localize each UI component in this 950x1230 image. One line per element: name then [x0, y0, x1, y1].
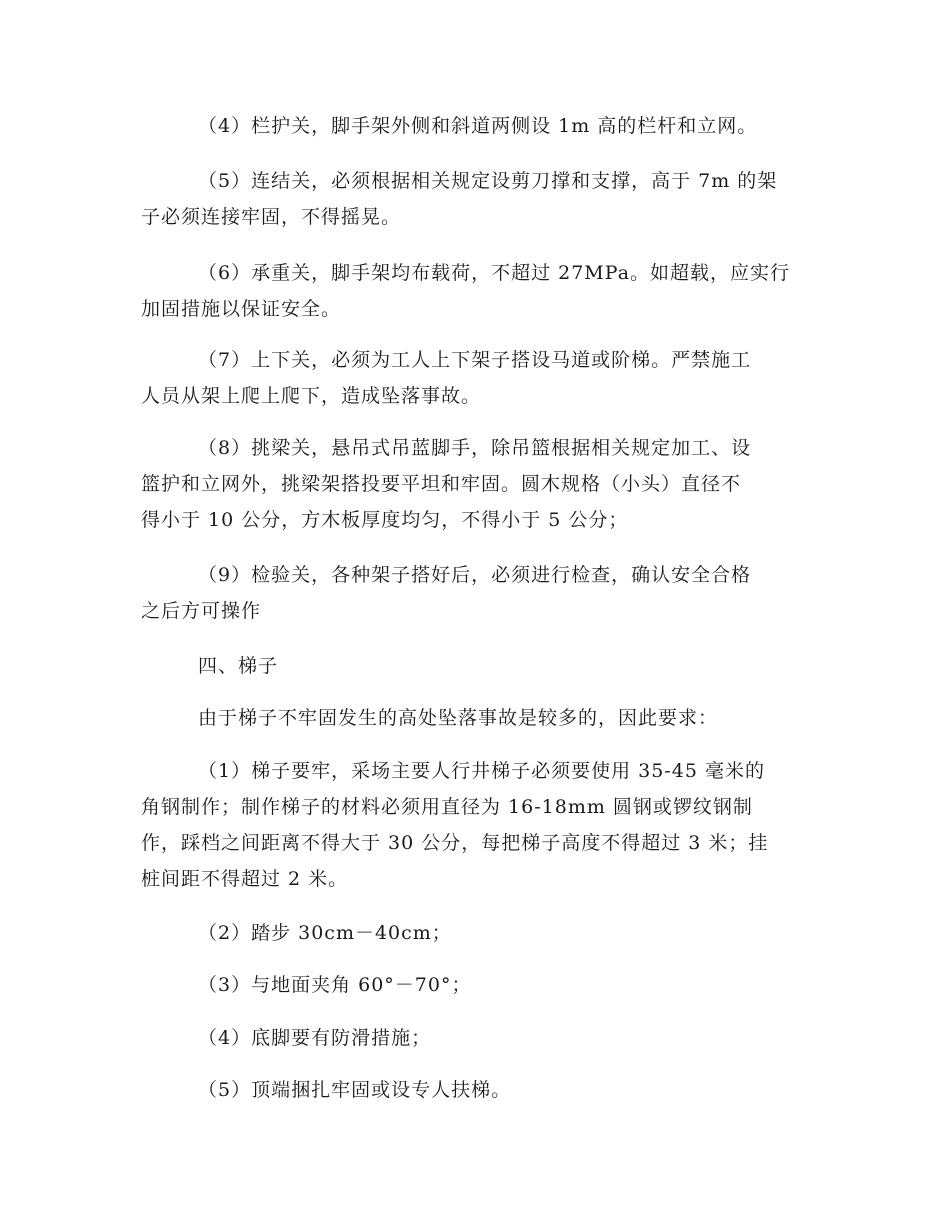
paragraph-step-spacing	[141, 915, 809, 951]
paragraph-ground-angle	[141, 967, 809, 1003]
text-line: 人员从架上爬上爬下，造成坠落事故。	[141, 385, 482, 407]
text-line: （4）底脚要有防滑措施；	[198, 1027, 432, 1049]
paragraph-anti-slip	[141, 1020, 809, 1056]
paragraph-inspection	[141, 557, 809, 629]
paragraph-access	[141, 342, 809, 414]
text-line: （5）顶端捆扎牢固或设专人扶梯。	[198, 1079, 512, 1101]
text-line: 角钢制作；制作梯子的材料必须用直径为 16-18mm 圆钢或锣纹钢制	[141, 796, 753, 818]
section-heading-ladders	[141, 648, 809, 684]
text-line: 篮护和立网外，挑梁架搭投要平坦和牢固。圆木规格（小头）直径不	[141, 473, 742, 495]
text-line: （3）与地面夹角 60°－70°；	[198, 974, 472, 996]
paragraph-connection	[141, 163, 809, 235]
paragraph-ladder-intro	[141, 700, 809, 736]
text-line: 桩间距不得超过 2 米。	[141, 868, 349, 890]
text-line: （9）检验关，各种架子搭好后，必须进行检查，确认安全合格	[198, 564, 752, 586]
paragraph-ladder-sturdy	[141, 753, 809, 897]
text-line: （8）挑梁关，悬吊式吊蓝脚手，除吊篮根据相关规定加工、设	[198, 437, 752, 459]
paragraph-cantilever	[141, 430, 809, 538]
text-line: （4）栏护关，脚手架外侧和斜道两侧设 1m 高的栏杆和立网。	[198, 115, 758, 137]
text-line: （2）踏步 30cm－40cm；	[198, 922, 452, 944]
text-line: （6）承重关，脚手架均布载荷，不超过 27MPa。如超载，应实行	[198, 262, 791, 284]
paragraph-guardrail	[141, 108, 809, 144]
text-line: 加固措施以保证安全。	[141, 298, 342, 320]
text-line: （1）梯子要牢，采场主要人行井梯子必须要使用 35-45 毫米的	[198, 760, 765, 782]
text-line: 四、梯子	[198, 655, 279, 677]
text-line: 得小于 10 公分，方木板厚度均匀，不得小于 5 公分；	[141, 509, 629, 531]
text-line: 子必须连接牢固，不得摇晃。	[141, 206, 402, 228]
text-line: （5）连结关，必须根据相关规定设剪刀撑和支撑，高于 7m 的架	[198, 170, 778, 192]
paragraph-top-secure	[141, 1072, 809, 1108]
text-line: 由于梯子不牢固发生的高处坠落事故是较多的，因此要求：	[198, 707, 719, 729]
paragraph-load-bearing	[141, 255, 809, 327]
text-line: 作，踩档之间距离不得大于 30 公分，每把梯子高度不得超过 3 米；挂	[141, 832, 769, 854]
text-line: （7）上下关，必须为工人上下架子搭设马道或阶梯。严禁施工	[198, 349, 752, 371]
text-line: 之后方可操作	[141, 600, 262, 622]
